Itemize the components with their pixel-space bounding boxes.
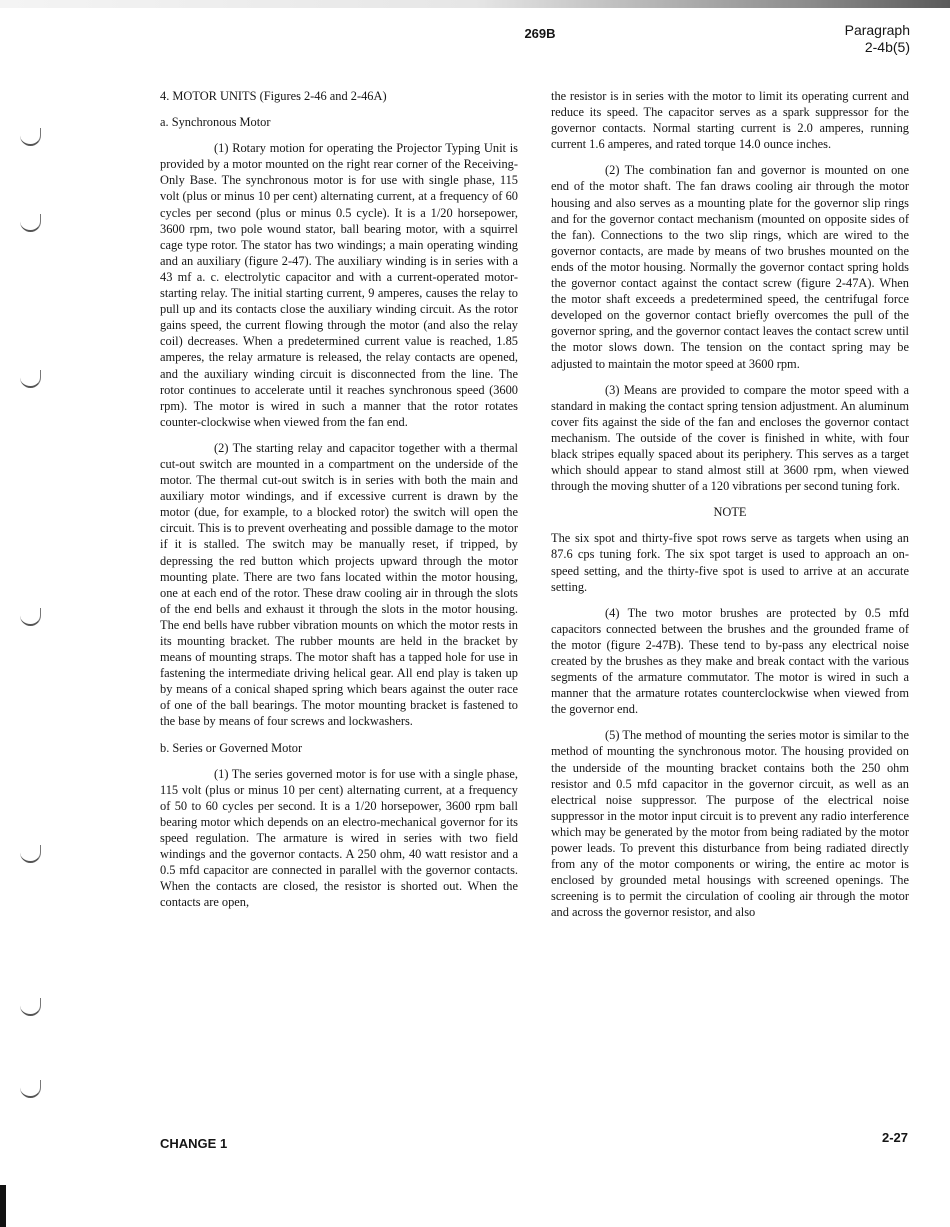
note-title: NOTE: [713, 505, 747, 520]
change-label: CHANGE 1: [160, 1136, 228, 1151]
subsection-heading-a: a. Synchronous Motor: [160, 115, 271, 130]
paragraph-a1: (1) Rotary motion for operating the Projector Typing Unit is provided by a motor mounted on the right rear corner of the Receiving-Only Base. The synchronous motor is for use with single phase, 115 volt (plus or minus 10 per cent) alternating current, at a frequency of 60 cycles per second (plus or minus 0.5 cycle). It is a 1/20 horsepower, 3600 rpm, two pole wound stator, ball bearing motor, with a squirrel cage type rotor. The stator has two windings; a main operating winding and an auxiliary (figure 2-47). The auxiliary winding is in series with a 43 mf a. c. electrolytic capacitor and with a current-operated motor-starting relay. The initial starting current, 9 amperes, causes the relay to pull up and its contacts close the auxiliary winding circuit. As the rotor gains speed, the current flowing through the motor (and also the relay coil) decreases. When a predetermined current value is reached, 1.85 amperes, the relay armature is released, the relay contacts are opened, and the auxiliary winding circuit is disconnected from the line. The rotor continues to accelerate until it reaches synchronous speed (3600 rpm). The motor is wired in such a manner that the rotor rotates counter-clockwise when viewed from the fan end.: [160, 141, 518, 429]
binder-hole-mark: [20, 370, 41, 388]
scan-edge-top: [0, 0, 950, 8]
right-column: [551, 88, 909, 931]
binder-hole-mark: [20, 1080, 41, 1098]
paragraph-b5: (5) The method of mounting the series motor is similar to the method of mounting the synchronous motor. The housing provided on the underside of the mounting bracket contains both the 250 ohm resistor and 0.5 mfd capacitor in the governor circuit, as well as an electrical noise suppressor. The purpose of the electrical noise suppressor in the motor input circuit is to prevent any radio interference which may be generated by the motor from being radiated by the motor power leads. To prevent this disturbance from being radiated directly from any of the motor components or wiring, the entire ac motor is enclosed by grounded metal housings with screened openings. The screening is to permit the circulation of cooling air through the motor and across the governor resistor, and also: [551, 728, 909, 920]
binder-hole-mark: [20, 998, 41, 1016]
paragraph-reference: [780, 22, 910, 56]
note-text: The six spot and thirty-five spot rows serve as targets when using an 87.6 cps tuning fork. The six spot target is used to approach an on-speed setting, and the thirty-five spot is used to arrive at an accurate setting.: [551, 531, 909, 594]
subsection-heading-b: b. Series or Governed Motor: [160, 740, 303, 755]
paragraph-a2: (2) The starting relay and capacitor together with a thermal cut-out switch are mounted in a compartment on the underside of the motor. The thermal cut-out switch is in series with both the main and auxiliary motor windings, and if excessive current is drawn by the motor (due, for example, to a blocked rotor) the switch will open the circuit. This is to prevent overheating and possible damage to the motor if it is stalled. The switch may be manually reset, if tripped, by depressing the red button which projects upward through the motor mounting plate. There are two fans located within the motor housing, one at each end of the rotor. These draw cooling air in through the slots of the end bells and exhaust it through the slots in the motor housing. The end bells have rubber vibration mounts on which the motor rests in its mounting bracket. The rubber mounts are held in the bracket by means of mounting straps. The motor shaft has a tapped hole for use in fastening the intermediate driving helical gear. All end play is taken up by means of a conical shaped spring which bears against the outer race of one of the ball bearings. The motor mounting bracket is fastened to the base by means of four screws and lockwashers.: [160, 440, 518, 729]
left-column: [160, 88, 518, 921]
paragraph-label: Paragraph: [844, 22, 910, 38]
binder-hole-mark: [20, 214, 41, 232]
document-number: 269B: [524, 26, 556, 41]
binder-hole-mark: [20, 608, 41, 626]
paragraph-b1-continued: the resistor is in series with the motor to limit its operating current and reduce its speed. The capacitor serves as a spark suppressor for the governor contacts. Normal starting current is 2.0 amperes, running current 1.6 amperes, and rated torque 14.0 ounce inches.: [551, 89, 909, 152]
binder-hole-mark: [20, 845, 41, 863]
scan-edge-left: [0, 1185, 6, 1227]
paragraph-number: 2-4b(5): [864, 39, 910, 55]
paragraph-b4: (4) The two motor brushes are protected by 0.5 mfd capacitors connected between the brushes and the grounded frame of the motor (figure 2-47B). These tend to by-pass any electrical noise created by the brushes as they make and break contact with the various segments of the armature commutator. The motor is wired in such a manner that the armature rotates counterclockwise when viewed from the governor end.: [551, 605, 909, 717]
binder-hole-mark: [20, 128, 41, 146]
page-number: 2-27: [881, 1130, 908, 1145]
paragraph-b2: (2) The combination fan and governor is mounted on one end of the motor shaft. The fan draws cooling air through the motor housing and also serves as a mounting plate for the governor slip rings and for the governor contact mechanism (mounted on opposite sides of the fan). Connections to the two slip rings, which are wired to the governor contacts, are made by means of two brushes mounted on the ends of the motor housing. Normally the governor contact spring holds the governor contact against the contact screw (figure 2-47A). When the motor shaft exceeds a predetermined speed, the centrifugal force developed on the governor contact briefly overcomes the pull of the governor spring, and the governor contact leaves the contact screw until the motor slows down. The tension on the contact spring may be adjusted to maintain the motor speed at 3600 rpm.: [551, 163, 909, 371]
paragraph-b1: (1) The series governed motor is for use with a single phase, 115 volt (plus or minus 10 per cent) alternating current, at a frequency of 50 to 60 cycles per second. It is a 1/20 horsepower, 3600 rpm ball bearing motor which depends on an electro-mechanical governor for its speed regulation. The armature is wired in series with two field windings and the governor contacts. A 250 ohm, 40 watt resistor and a 0.5 mfd capacitor are connected in parallel with the governor contacts. When the contacts are closed, the resistor is shorted out. When the contacts are open,: [160, 766, 518, 910]
section-heading: 4. MOTOR UNITS (Figures 2-46 and 2-46A): [160, 89, 387, 103]
paragraph-b3: (3) Means are provided to compare the motor speed with a standard in making the contact spring tension adjustment. An aluminum cover fits against the side of the fan and encloses the governor contact mechanism. The outside of the cover is finished in white, with four black stripes equally spaced about its periphery. This serves as a target which should appear to stand almost still at 3600 rpm, when viewed through the moving shutter of a 120 vibrations per second tuning fork.: [551, 382, 909, 494]
